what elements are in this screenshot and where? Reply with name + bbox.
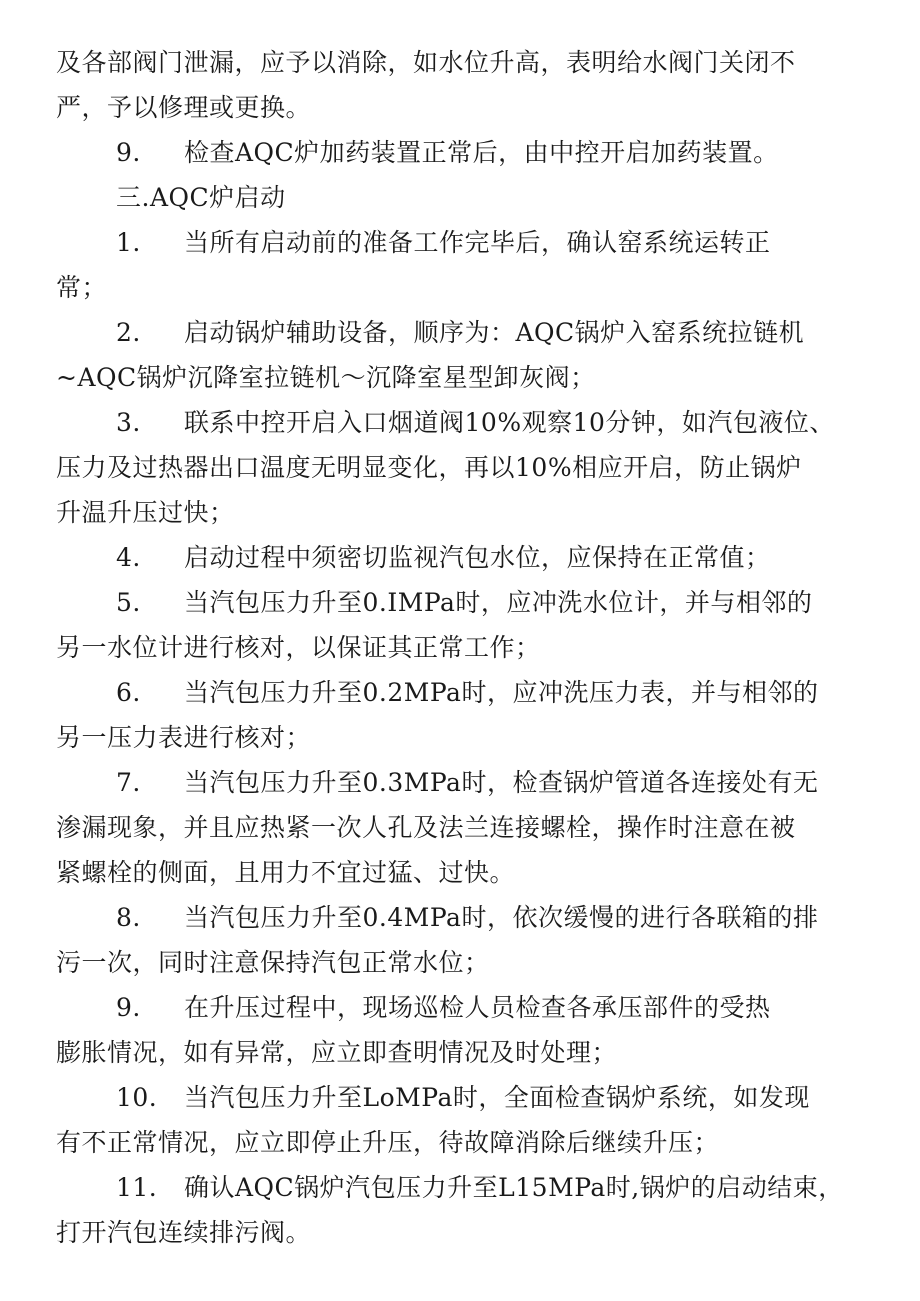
continuation-line: 严，予以修理或更换。 <box>56 93 312 122</box>
item-text: 启动锅炉辅助设备，顺序为：AQC锅炉入窑系统拉链机 <box>184 318 805 347</box>
list-item <box>56 220 870 265</box>
continuation-line: 打开汽包连续排污阀。 <box>56 1218 312 1247</box>
item-text: 在升压过程中，现场巡检人员检查各承压部件的受热 <box>184 993 771 1022</box>
item-number: 8. <box>116 903 141 932</box>
list-item <box>56 535 870 580</box>
item-number: 2. <box>116 318 141 347</box>
continuation-line: 紧螺栓的侧面，且用力不宜过猛、过快。 <box>56 858 516 887</box>
list-item <box>56 985 870 1030</box>
list-item <box>56 1075 870 1120</box>
item-text: 确认AQC锅炉汽包压力升至L15MPa时,锅炉的启动结束， <box>184 1173 844 1202</box>
list-item <box>56 670 870 715</box>
continuation-line: 有不正常情况，应立即停止升压，待故障消除后继续升压； <box>56 1128 720 1157</box>
item-text: 检查AQC炉加药装置正常后，由中控开启加药装置。 <box>184 138 779 167</box>
continuation-line: 及各部阀门泄漏，应予以消除，如水位升高，表明给水阀门关闭不 <box>56 48 796 77</box>
item-text: 当汽包压力升至0.2MPa时，应冲洗压力表，并与相邻的 <box>184 678 819 707</box>
list-item <box>56 580 870 625</box>
list-item <box>56 130 870 175</box>
continuation-line: 常； <box>56 273 108 302</box>
item-text: 启动过程中须密切监视汽包水位，应保持在正常值； <box>184 543 771 572</box>
item-number: 6. <box>116 678 141 707</box>
item-text: 当汽包压力升至0.3MPa时，检查锅炉管道各连接处有无 <box>184 768 819 797</box>
item-number: 11. <box>116 1173 158 1202</box>
item-text: 当汽包压力升至0.4MPa时，依次缓慢的进行各联箱的排 <box>184 903 819 932</box>
item-number: 1. <box>116 228 141 257</box>
continuation-line: 压力及过热器出口温度无明显变化，再以10%相应开启，防止锅炉 <box>56 453 802 482</box>
list-item <box>56 760 870 805</box>
continuation-line: 升温升压过快； <box>56 498 235 527</box>
continuation-line: 另一水位计进行核对，以保证其正常工作； <box>56 633 541 662</box>
list-item <box>56 895 870 940</box>
item-number: 5. <box>116 588 141 617</box>
continuation-line: 污一次，同时注意保持汽包正常水位； <box>56 948 490 977</box>
item-number: 9. <box>116 993 141 1022</box>
item-number: 10. <box>116 1083 158 1112</box>
continuation-line: 另一压力表进行核对； <box>56 723 312 752</box>
continuation-line: 膨胀情况，如有异常，应立即查明情况及时处理； <box>56 1038 618 1067</box>
item-number: 4. <box>116 543 141 572</box>
item-number: 7. <box>116 768 141 797</box>
item-text: 当汽包压力升至LoMPa时，全面检查锅炉系统，如发现 <box>184 1083 810 1112</box>
list-item <box>56 1165 870 1210</box>
item-text: 当汽包压力升至0.IMPa时，应冲洗水位计，并与相邻的 <box>184 588 813 617</box>
section-heading: 三.AQC炉启动 <box>116 183 286 212</box>
list-item <box>56 400 870 445</box>
item-text: 联系中控开启入口烟道阀10%观察10分钟，如汽包液位、 <box>184 408 835 437</box>
item-number: 9. <box>116 138 141 167</box>
item-text: 当所有启动前的准备工作完毕后，确认窑系统运转正 <box>184 228 771 257</box>
continuation-line: 渗漏现象，并且应热紧一次人孔及法兰连接螺栓，操作时注意在被 <box>56 813 796 842</box>
continuation-line: ~AQC锅炉沉降室拉链机～沉降室星型卸灰阀； <box>56 363 596 392</box>
item-number: 3. <box>116 408 141 437</box>
list-item <box>56 310 870 355</box>
